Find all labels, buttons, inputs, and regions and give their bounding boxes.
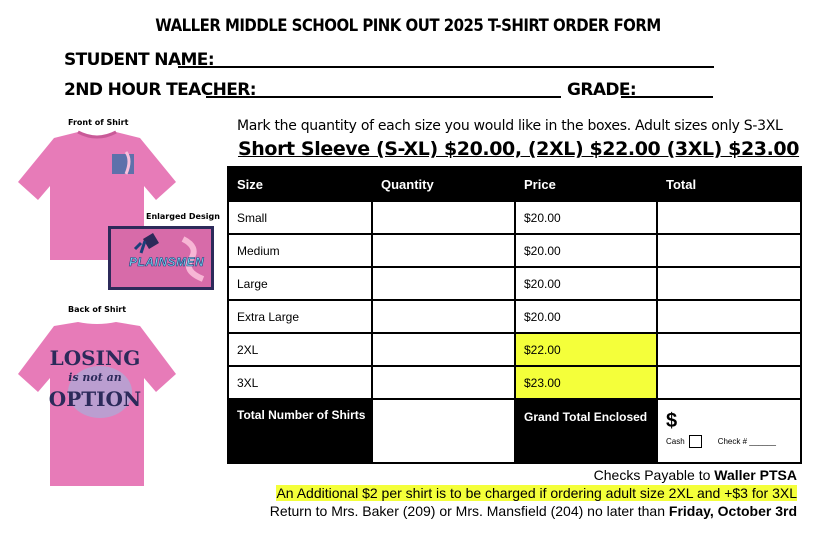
quantity-cell[interactable] [372,234,515,267]
quantity-cell[interactable] [372,333,515,366]
table-row [228,300,801,333]
grade-label: GRADE: [567,80,637,100]
teacher-line[interactable] [206,96,561,98]
total-cell[interactable] [657,333,801,366]
quantity-cell[interactable] [372,201,515,234]
grand-total-label: Grand Total Enclosed [515,399,657,463]
total-cell[interactable] [657,234,801,267]
size-cell: Large [228,267,372,300]
price-cell: $20.00 [515,300,657,333]
table-row [228,234,801,267]
form-title: WALLER MIDDLE SCHOOL PINK OUT 2025 T-SHIRT ORDER FORM [155,16,661,36]
cash-label: Cash [666,437,685,446]
student-name-line[interactable] [178,66,714,68]
size-cell: Small [228,201,372,234]
size-cell: Medium [228,234,372,267]
grand-total-cell[interactable] [657,399,801,463]
total-cell[interactable] [657,201,801,234]
back-shirt-label: Back of Shirt [68,305,127,314]
size-cell: 3XL [228,366,372,399]
quantity-cell[interactable] [372,300,515,333]
totals-row [228,399,801,463]
size-cell: 2XL [228,333,372,366]
price-cell: $20.00 [515,267,657,300]
table-row [228,267,801,300]
price-cell-highlighted: $23.00 [515,366,657,399]
total-shirts-cell[interactable] [372,399,515,463]
enlarged-design-label: Enlarged Design [146,212,220,221]
table-row [228,201,801,234]
front-shirt-label: Front of Shirt [68,118,129,127]
grade-line[interactable] [621,96,713,98]
header-size: Size [228,167,372,201]
total-cell[interactable] [657,300,801,333]
checks-payable: Checks Payable to Waller PTSA [593,467,797,483]
return-note: Return to Mrs. Baker (209) or Mrs. Mansfield (204) no later than Friday, October 3rd [269,503,797,519]
table-header-row [228,167,801,201]
price-cell: $20.00 [515,201,657,234]
total-cell[interactable] [657,366,801,399]
price-cell: $20.00 [515,234,657,267]
price-cell-highlighted: $22.00 [515,333,657,366]
table-row [228,366,801,399]
quantity-cell[interactable] [372,366,515,399]
order-table [227,166,802,464]
dollar-sign: $ [666,410,678,432]
quantity-cell[interactable] [372,267,515,300]
header-price: Price [515,167,657,201]
total-cell[interactable] [657,267,801,300]
header-quantity: Quantity [372,167,515,201]
teacher-label: 2ND HOUR TEACHER: [64,80,256,100]
design-wordmark: PLAINSMEN [129,255,205,269]
back-shirt-text: LOSING is not an OPTION [48,346,142,411]
table-row [228,333,801,366]
header-total: Total [657,167,801,201]
check-label: Check # ______ [717,437,776,446]
total-shirts-label: Total Number of Shirts [228,399,372,463]
surcharge-note: An Additional $2 per shirt is to be charged if ordering adult size 2XL and +$3 for 3XL [276,485,797,501]
size-cell: Extra Large [228,300,372,333]
student-name-label: STUDENT NAME: [64,50,215,70]
instructions: Mark the quantity of each size you would like in the boxes. Adult sizes only S-3XL [237,118,783,134]
enlarged-design-image [108,226,214,290]
price-header: Short Sleeve (S-XL) $20.00, (2XL) $22.00 (3XL) $23.00 [238,138,800,160]
cash-checkbox[interactable] [689,435,702,448]
